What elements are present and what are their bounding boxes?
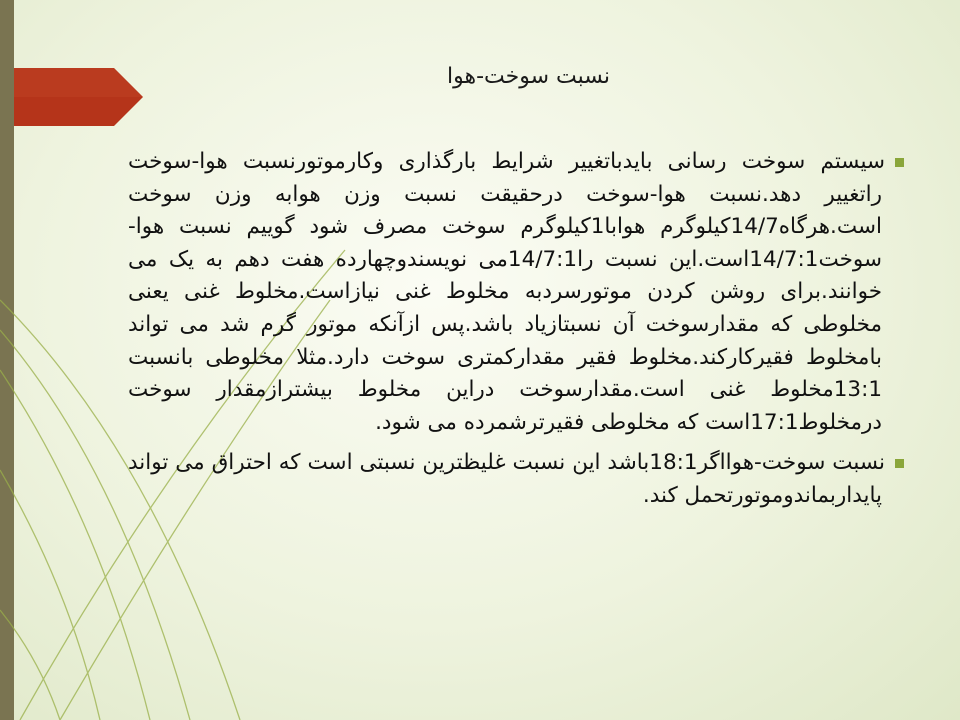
bullet-paragraph-2	[128, 447, 904, 512]
bullet-square-icon	[895, 459, 904, 468]
title-arrow-decoration	[14, 68, 143, 126]
slide-content	[128, 146, 904, 513]
paragraph-text: سیستم سوخت رسانی بایدباتغییر شرایط بارگذاری وکارموتورنسبت هوا-سوخت راتغییر دهد.نسبت هوا-سوخت درحقیقت نسبت وزن هوابه وزن سوخت است.هرگاه14/7کیلوگرم هوابا1کیلوگرم سوخت مصرف شود گوییم نسبت هوا-سوخت14/7:1است.این نسبت را14/7:1می نویسندوچهارده هفت دهم به یک می خوانند.برای روشن کردن موتورسردبه مخلوط غنی نیازاست.مخلوط غنی یعنی مخلوطی که مقدارسوخت آن نسبتازیاد باشد.پس ازآنکه موتور گرم شد می تواند بامخلوط فقیرکارکند.مخلوط فقیر مقدارکمتری سوخت دارد.مثلا مخلوطی بانسبت 13:1مخلوط غنی است.مقدارسوخت دراین مخلوط بیشترازمقدار سوخت درمخلوط17:1است که مخلوطی فقیرترشمرده می شود.	[128, 149, 885, 435]
bullet-paragraph-1	[128, 146, 904, 439]
bullet-square-icon	[895, 158, 904, 167]
slide-title: نسبت سوخت-هوا	[446, 64, 610, 89]
paragraph-text: نسبت سوخت-هوااگر18:1باشد این نسبت غلیظترین نسبتی است که احتراق می تواند پایداربماندوموتورتحمل کند.	[128, 450, 886, 508]
left-accent-bar	[0, 0, 14, 720]
